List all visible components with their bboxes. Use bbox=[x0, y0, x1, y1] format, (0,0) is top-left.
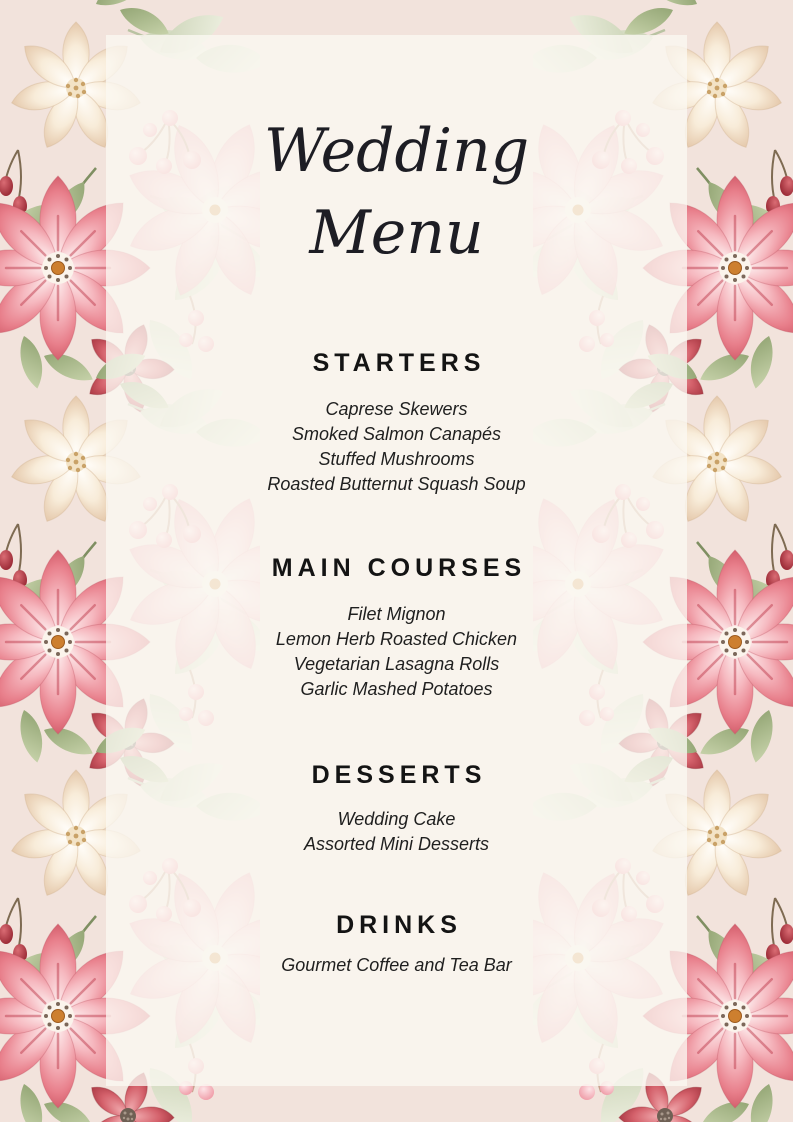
menu-item: Roasted Butternut Squash Soup bbox=[267, 474, 526, 494]
menu-item: Caprese Skewers bbox=[325, 399, 468, 419]
section-items-desserts bbox=[106, 807, 687, 857]
title-line-1: Wedding bbox=[263, 116, 530, 186]
section-heading-main-courses: MAIN COURSES bbox=[271, 554, 527, 582]
section-heading-drinks: DRINKS bbox=[336, 911, 462, 939]
menu-item: Vegetarian Lasagna Rolls bbox=[293, 654, 500, 674]
section-heading-starters: STARTERS bbox=[312, 349, 486, 377]
title-line-2: Menu bbox=[309, 198, 484, 268]
section-items-drinks bbox=[106, 953, 687, 978]
section-items-starters bbox=[106, 397, 687, 497]
menu-item: Filet Mignon bbox=[347, 604, 446, 624]
section-items-main-courses bbox=[106, 602, 687, 702]
menu-item: Assorted Mini Desserts bbox=[303, 834, 490, 854]
menu-item: Lemon Herb Roasted Chicken bbox=[275, 629, 518, 649]
menu-item: Stuffed Mushrooms bbox=[318, 449, 475, 469]
page-title bbox=[106, 110, 687, 274]
menu-item: Garlic Mashed Potatoes bbox=[300, 679, 493, 699]
menu-content bbox=[106, 0, 687, 1122]
section-heading-desserts: DESSERTS bbox=[311, 761, 487, 789]
menu-item: Wedding Cake bbox=[337, 809, 456, 829]
menu-item: Gourmet Coffee and Tea Bar bbox=[281, 955, 512, 975]
menu-item: Smoked Salmon Canapés bbox=[291, 424, 502, 444]
